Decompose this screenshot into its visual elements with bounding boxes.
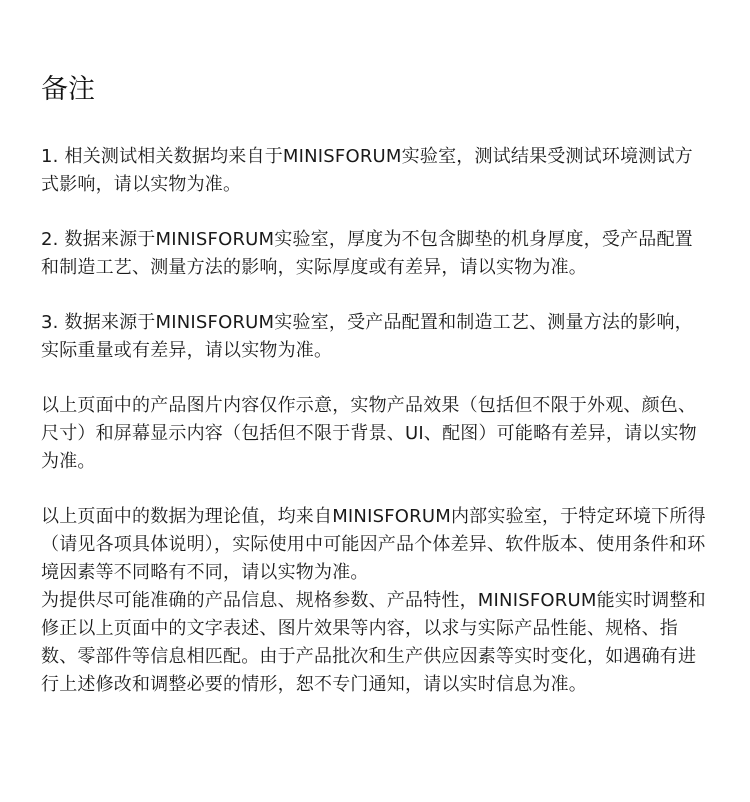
note-weight: 3. 数据来源于MINISFORUM实验室，受产品配置和制造工艺、测量方法的影响，实际重量或有差异，请以实物为准。 [41, 312, 693, 361]
notes-section [41, 70, 709, 726]
note-thickness: 2. 数据来源于MINISFORUM实验室，厚度为不包含脚垫的机身厚度，受产品配置和制造工艺、测量方法的影响，实际厚度或有差异，请以实物为准。 [41, 229, 693, 278]
page-title: 备注 [41, 74, 95, 105]
note-theoretical-values: 以上页面中的数据为理论值，均来自MINISFORUM内部实验室，于特定环境下所得（请见各项具体说明），实际使用中可能因产品个体差异、软件版本、使用条件和环境因素等不同略有不同，请以实物为准。 [41, 506, 706, 583]
note-adjustments: 为提供尽可能准确的产品信息、规格参数、产品特性，MINISFORUM能实时调整和修正以上页面中的文字表述、图片效果等内容，以求与实际产品性能、规格、指数、零部件等信息相匹配。由于产品批次和生产供应因素等实时变化，如遇确有进行上述修改和调整必要的情形，恕不专门通知，请以实时信息为准。 [41, 590, 706, 695]
note-test-data: 1. 相关测试相关数据均来自于MINISFORUM实验室，测试结果受测试环境测试方式影响，请以实物为准。 [41, 146, 693, 195]
note-images: 以上页面中的产品图片内容仅作示意，实物产品效果（包括但不限于外观、颜色、尺寸）和屏幕显示内容（包括但不限于背景、UI、配图）可能略有差异，请以实物为准。 [41, 395, 697, 472]
